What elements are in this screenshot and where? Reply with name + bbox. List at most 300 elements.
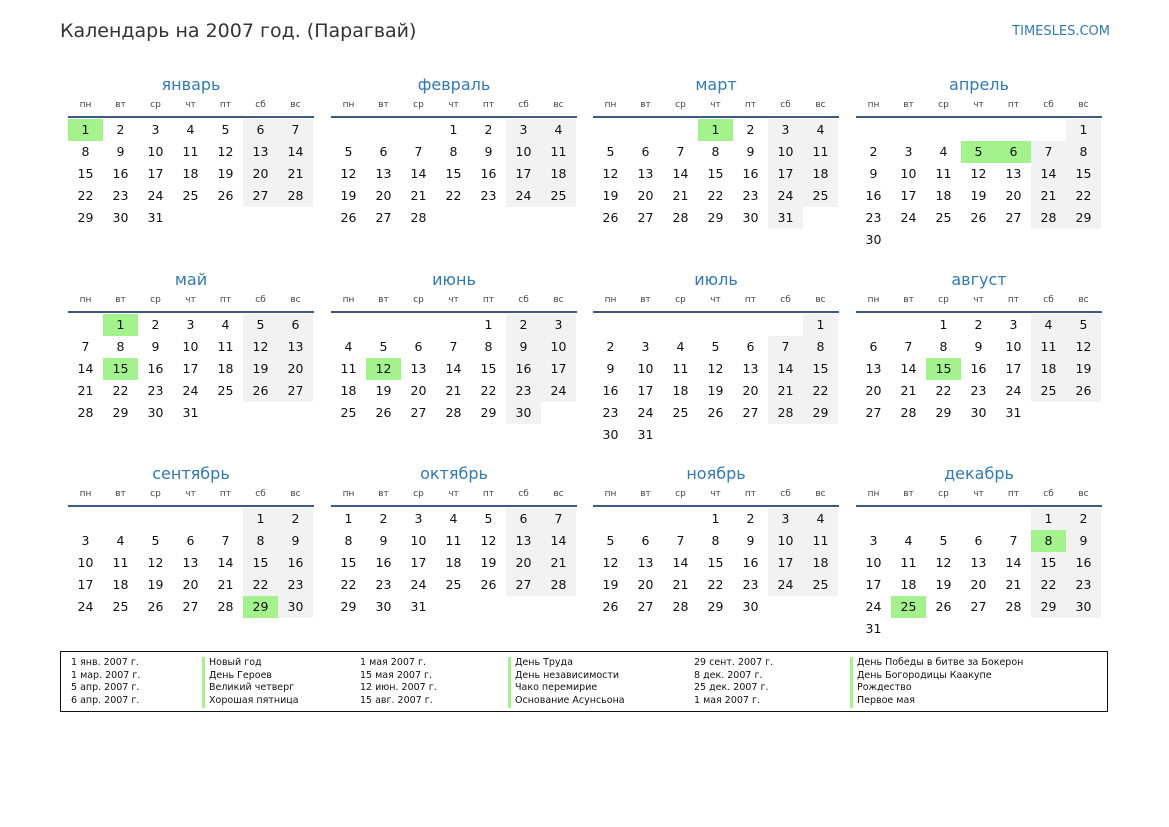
empty-cell	[663, 314, 698, 336]
day-cell: 22	[445, 188, 462, 203]
empty-cell	[331, 119, 366, 141]
day-grid	[856, 313, 1101, 424]
empty-cell	[628, 314, 663, 336]
day-cell: 10	[768, 530, 803, 552]
weekday-header	[593, 97, 839, 118]
day-cell: 13	[970, 555, 987, 570]
day-cell: 25	[1031, 380, 1066, 402]
empty-cell	[891, 119, 926, 141]
day-cell: 14	[77, 361, 94, 376]
day-cell: 4	[541, 119, 576, 141]
day-cell: 6	[506, 508, 541, 530]
day-cell: 16	[147, 361, 164, 376]
day-cell: 30	[278, 596, 313, 618]
day-cell: 1	[449, 122, 458, 137]
day-cell: 7	[676, 144, 685, 159]
weekday-label: вт	[903, 295, 914, 305]
day-cell: 29	[340, 599, 357, 614]
day-cell: 30	[865, 232, 882, 247]
day-cell: 16	[1066, 552, 1101, 574]
weekday-label: ср	[150, 100, 161, 110]
day-grid	[331, 507, 576, 618]
day-cell: 23	[112, 188, 129, 203]
weekday-label: пн	[79, 100, 92, 110]
day-cell: 10	[637, 361, 654, 376]
empty-cell	[926, 508, 961, 530]
day-cell: 14	[672, 555, 689, 570]
weekday-label: вс	[815, 489, 826, 499]
weekday-label: сб	[780, 489, 791, 499]
day-cell: 5	[243, 314, 278, 336]
day-cell: 24	[768, 185, 803, 207]
day-cell: 14	[1005, 555, 1022, 570]
day-cell: 30	[506, 402, 541, 424]
weekday-header	[856, 292, 1102, 313]
day-cell: 19	[707, 383, 724, 398]
day-cell: 4	[116, 533, 125, 548]
day-grid	[593, 118, 838, 229]
weekday-label: чт	[973, 100, 984, 110]
weekday-label: пт	[219, 489, 232, 499]
weekday-header	[593, 292, 839, 313]
day-cell: 20	[742, 383, 759, 398]
day-cell: 27	[970, 599, 987, 614]
legend-date: 1 мая 2007 г.	[694, 695, 760, 707]
weekday-label: пн	[79, 489, 92, 499]
weekday-label: сб	[518, 100, 529, 110]
weekday-label: чт	[185, 295, 196, 305]
day-cell: 12	[602, 555, 619, 570]
day-cell: 24	[900, 210, 917, 225]
day-cell: 17	[182, 361, 199, 376]
day-cell: 30	[147, 405, 164, 420]
day-cell: 10	[865, 555, 882, 570]
day-cell: 26	[602, 210, 619, 225]
day-cell: 27	[278, 380, 313, 402]
day-cell: 31	[865, 621, 882, 636]
day-cell: 3	[81, 533, 90, 548]
day-cell: 20	[1005, 188, 1022, 203]
day-cell: 30	[375, 599, 392, 614]
month-block	[593, 75, 839, 229]
weekday-label: вт	[378, 295, 389, 305]
day-cell: 5	[344, 144, 353, 159]
day-cell: 15	[243, 552, 278, 574]
weekday-label: пн	[604, 100, 617, 110]
legend-date: 5 апр. 2007 г.	[71, 682, 140, 694]
day-cell: 21	[672, 188, 689, 203]
day-cell: 8	[116, 339, 125, 354]
day-cell: 6	[186, 533, 195, 548]
day-cell: 5	[151, 533, 160, 548]
day-cell: 2	[869, 144, 878, 159]
day-cell: 24	[637, 405, 654, 420]
day-cell: 16	[112, 166, 129, 181]
day-cell: 25	[672, 405, 689, 420]
empty-cell	[593, 119, 628, 141]
empty-cell	[401, 119, 436, 141]
day-cell: 2	[506, 314, 541, 336]
day-cell: 9	[506, 336, 541, 358]
month-block	[331, 270, 577, 424]
day-cell: 23	[970, 383, 987, 398]
day-cell: 11	[803, 141, 838, 163]
day-cell: 21	[1005, 577, 1022, 592]
weekday-label: пт	[482, 100, 495, 110]
empty-cell	[68, 508, 103, 530]
month-block	[856, 464, 1102, 640]
day-cell: 21	[1031, 185, 1066, 207]
holiday-day-cell: 15	[103, 358, 138, 380]
day-cell: 3	[869, 533, 878, 548]
day-cell: 14	[541, 530, 576, 552]
empty-cell	[366, 314, 401, 336]
day-cell: 9	[974, 339, 983, 354]
day-cell: 7	[81, 339, 90, 354]
day-cell: 9	[484, 144, 493, 159]
day-cell: 4	[803, 508, 838, 530]
day-cell: 23	[506, 380, 541, 402]
day-cell: 11	[445, 533, 462, 548]
day-cell: 15	[445, 166, 462, 181]
day-cell: 9	[278, 530, 313, 552]
day-cell: 15	[1066, 163, 1101, 185]
day-grid	[68, 118, 313, 229]
empty-cell	[138, 508, 173, 530]
day-cell: 28	[77, 405, 94, 420]
weekday-label: чт	[185, 100, 196, 110]
day-cell: 27	[182, 599, 199, 614]
holiday-day-cell: 25	[891, 596, 926, 618]
empty-cell	[366, 119, 401, 141]
day-cell: 31	[147, 210, 164, 225]
day-cell: 6	[243, 119, 278, 141]
day-cell: 3	[1009, 317, 1018, 332]
day-cell: 9	[151, 339, 160, 354]
day-cell: 15	[340, 555, 357, 570]
day-cell: 16	[506, 358, 541, 380]
weekday-label: вт	[115, 489, 126, 499]
day-cell: 27	[375, 210, 392, 225]
day-cell: 20	[278, 358, 313, 380]
weekday-label: сб	[1043, 489, 1054, 499]
weekday-label: вс	[290, 489, 301, 499]
month-name: июнь	[432, 270, 476, 289]
day-cell: 12	[1066, 336, 1101, 358]
weekday-header	[68, 486, 314, 507]
day-cell: 12	[147, 555, 164, 570]
day-cell: 2	[1066, 508, 1101, 530]
empty-cell	[173, 508, 208, 530]
empty-cell	[628, 119, 663, 141]
empty-cell	[663, 508, 698, 530]
day-cell: 19	[480, 555, 497, 570]
day-cell: 13	[742, 361, 759, 376]
legend-holiday: Новый год	[202, 657, 299, 670]
day-cell: 17	[1005, 361, 1022, 376]
day-cell: 17	[637, 383, 654, 398]
empty-cell	[663, 119, 698, 141]
day-cell: 7	[414, 144, 423, 159]
day-cell: 18	[445, 555, 462, 570]
day-cell: 16	[602, 383, 619, 398]
day-cell: 8	[711, 144, 720, 159]
weekday-label: пн	[867, 489, 880, 499]
day-cell: 31	[637, 427, 654, 442]
day-cell: 23	[480, 188, 497, 203]
weekday-label: пн	[342, 295, 355, 305]
day-cell: 29	[112, 405, 129, 420]
day-cell: 1	[243, 508, 278, 530]
day-cell: 18	[217, 361, 234, 376]
legend-dates-2	[360, 657, 437, 708]
day-cell: 15	[77, 166, 94, 181]
empty-cell	[996, 119, 1031, 141]
day-cell: 7	[221, 533, 230, 548]
day-cell: 23	[602, 405, 619, 420]
weekday-label: пн	[867, 100, 880, 110]
month-name: апрель	[949, 75, 1009, 94]
day-cell: 8	[711, 533, 720, 548]
day-cell: 10	[410, 533, 427, 548]
empty-cell	[1031, 119, 1066, 141]
day-cell: 15	[480, 361, 497, 376]
day-cell: 9	[869, 166, 878, 181]
day-cell: 3	[768, 119, 803, 141]
weekday-label: пт	[219, 295, 232, 305]
day-cell: 19	[602, 577, 619, 592]
day-cell: 13	[278, 336, 313, 358]
weekday-label: вс	[553, 489, 564, 499]
day-cell: 18	[803, 552, 838, 574]
day-cell: 14	[410, 166, 427, 181]
weekday-label: ср	[413, 295, 424, 305]
day-cell: 11	[900, 555, 917, 570]
empty-cell	[926, 119, 961, 141]
day-cell: 5	[221, 122, 230, 137]
day-cell: 28	[672, 599, 689, 614]
day-cell: 25	[803, 574, 838, 596]
day-cell: 4	[803, 119, 838, 141]
day-cell: 11	[935, 166, 952, 181]
weekday-label: чт	[448, 100, 459, 110]
day-cell: 10	[541, 336, 576, 358]
day-cell: 19	[1066, 358, 1101, 380]
legend-holiday: День Труда	[508, 657, 625, 670]
day-cell: 16	[742, 555, 759, 570]
day-cell: 22	[340, 577, 357, 592]
legend-holiday: День Победы в битве за Бокерон	[850, 657, 1023, 670]
day-cell: 15	[1031, 552, 1066, 574]
weekday-label: пн	[604, 489, 617, 499]
day-cell: 24	[768, 574, 803, 596]
weekday-label: ср	[150, 295, 161, 305]
day-cell: 26	[707, 405, 724, 420]
weekday-label: ср	[938, 295, 949, 305]
day-cell: 28	[541, 574, 576, 596]
weekday-header	[856, 97, 1102, 118]
day-cell: 20	[970, 577, 987, 592]
holiday-day-cell: 5	[961, 141, 996, 163]
day-cell: 7	[1031, 141, 1066, 163]
day-cell: 13	[243, 141, 278, 163]
legend-date: 15 авг. 2007 г.	[360, 695, 433, 707]
day-cell: 10	[1005, 339, 1022, 354]
day-cell: 9	[1066, 530, 1101, 552]
day-cell: 7	[541, 508, 576, 530]
day-cell: 26	[970, 210, 987, 225]
weekday-label: пт	[1007, 295, 1020, 305]
month-block	[68, 270, 314, 424]
day-cell: 27	[742, 405, 759, 420]
empty-cell	[401, 314, 436, 336]
day-cell: 13	[637, 166, 654, 181]
weekday-label: пн	[867, 295, 880, 305]
weekday-label: пт	[482, 295, 495, 305]
weekday-label: пт	[744, 489, 757, 499]
empty-cell	[436, 314, 471, 336]
weekday-label: пн	[342, 100, 355, 110]
day-cell: 8	[803, 336, 838, 358]
day-cell: 6	[278, 314, 313, 336]
day-cell: 8	[484, 339, 493, 354]
day-cell: 2	[151, 317, 160, 332]
empty-cell	[891, 314, 926, 336]
day-cell: 17	[768, 552, 803, 574]
day-cell: 25	[112, 599, 129, 614]
legend-date: 15 мая 2007 г.	[360, 669, 433, 681]
day-cell: 9	[606, 361, 615, 376]
day-cell: 24	[1005, 383, 1022, 398]
weekday-label: вс	[815, 295, 826, 305]
holiday-day-cell: 1	[103, 314, 138, 336]
day-cell: 3	[904, 144, 913, 159]
day-cell: 22	[803, 380, 838, 402]
month-block	[856, 75, 1102, 251]
day-cell: 14	[278, 141, 313, 163]
day-cell: 17	[506, 163, 541, 185]
holiday-legend	[60, 651, 1108, 712]
day-cell: 18	[1031, 358, 1066, 380]
day-cell: 1	[803, 314, 838, 336]
day-cell: 17	[900, 188, 917, 203]
day-cell: 26	[243, 380, 278, 402]
day-cell: 6	[869, 339, 878, 354]
day-cell: 28	[410, 210, 427, 225]
weekday-label: чт	[710, 295, 721, 305]
day-grid	[593, 313, 838, 446]
day-cell: 16	[375, 555, 392, 570]
day-cell: 24	[865, 599, 882, 614]
empty-cell	[593, 314, 628, 336]
day-grid	[593, 507, 838, 618]
day-cell: 6	[379, 144, 388, 159]
day-cell: 20	[243, 163, 278, 185]
day-cell: 17	[541, 358, 576, 380]
day-cell: 21	[900, 383, 917, 398]
day-cell: 29	[707, 599, 724, 614]
day-cell: 7	[768, 336, 803, 358]
weekday-label: сб	[518, 489, 529, 499]
legend-date: 8 дек. 2007 г.	[694, 669, 763, 681]
weekday-label: пт	[482, 489, 495, 499]
weekday-label: пт	[744, 295, 757, 305]
holiday-day-cell: 1	[68, 119, 103, 141]
legend-holiday: День независимости	[508, 670, 625, 683]
day-cell: 29	[480, 405, 497, 420]
day-cell: 23	[1066, 574, 1101, 596]
day-cell: 12	[340, 166, 357, 181]
day-cell: 5	[1066, 314, 1101, 336]
weekday-label: чт	[710, 489, 721, 499]
weekday-label: вс	[1078, 489, 1089, 499]
day-cell: 24	[506, 185, 541, 207]
day-cell: 25	[445, 577, 462, 592]
holiday-day-cell: 8	[1031, 530, 1066, 552]
legend-date: 1 мар. 2007 г.	[71, 669, 141, 681]
day-cell: 22	[935, 383, 952, 398]
day-cell: 6	[641, 144, 650, 159]
weekday-label: вт	[903, 100, 914, 110]
day-cell: 24	[541, 380, 576, 402]
day-cell: 2	[606, 339, 615, 354]
day-grid	[331, 118, 576, 229]
day-grid	[68, 313, 313, 424]
day-cell: 30	[742, 210, 759, 225]
empty-cell	[208, 508, 243, 530]
day-cell: 4	[221, 317, 230, 332]
site-link[interactable]: TIMESLES.COM	[1012, 24, 1110, 39]
month-block	[331, 464, 577, 618]
empty-cell	[891, 508, 926, 530]
empty-cell	[856, 314, 891, 336]
day-cell: 29	[1066, 207, 1101, 229]
month-name: июль	[694, 270, 738, 289]
weekday-header	[331, 97, 577, 118]
weekday-label: вт	[115, 295, 126, 305]
day-cell: 4	[676, 339, 685, 354]
day-cell: 30	[742, 599, 759, 614]
day-cell: 4	[1031, 314, 1066, 336]
day-cell: 28	[1005, 599, 1022, 614]
day-cell: 14	[445, 361, 462, 376]
day-cell: 20	[865, 383, 882, 398]
day-cell: 1	[344, 511, 353, 526]
day-cell: 20	[182, 577, 199, 592]
day-cell: 11	[1031, 336, 1066, 358]
day-cell: 21	[217, 577, 234, 592]
day-cell: 22	[707, 577, 724, 592]
day-cell: 25	[541, 185, 576, 207]
day-cell: 19	[375, 383, 392, 398]
day-cell: 13	[375, 166, 392, 181]
day-cell: 7	[278, 119, 313, 141]
day-cell: 7	[449, 339, 458, 354]
legend-holiday: День Героев	[202, 670, 299, 683]
day-cell: 26	[217, 188, 234, 203]
day-cell: 28	[768, 402, 803, 424]
day-cell: 21	[278, 163, 313, 185]
day-cell: 21	[410, 188, 427, 203]
day-cell: 10	[182, 339, 199, 354]
month-block	[331, 75, 577, 229]
day-cell: 17	[410, 555, 427, 570]
day-cell: 19	[243, 358, 278, 380]
day-cell: 17	[77, 577, 94, 592]
day-cell: 23	[278, 574, 313, 596]
weekday-label: вс	[553, 295, 564, 305]
weekday-label: сб	[255, 295, 266, 305]
